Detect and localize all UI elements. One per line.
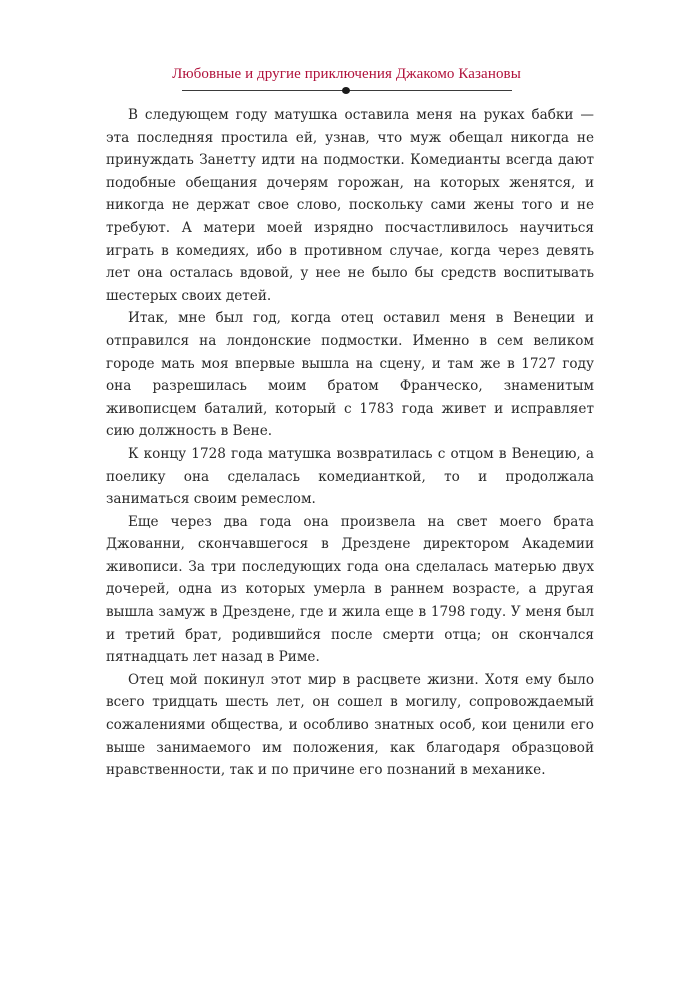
main-text — [106, 104, 594, 782]
running-header-title: Любовные и другие приключения Джакомо Казановы — [172, 66, 521, 82]
paragraph-2: Итак, мне был год, когда отец оставил меня в Венеции и отправился на лондонские подмостки. Именно в сем великом городе мать моя впервые вышла на сцену, и там же в 1727 году она разрешилась моим братом Франческо, знаменитым живописцем баталий, который с 1783 года живет и исправляет сию должность в Вене. — [106, 310, 594, 440]
paragraph-3: К концу 1728 года матушка возвратилась с отцом в Венецию, а поелику она сделалась комедианткой, то и продолжала заниматься своим ремеслом. — [106, 445, 594, 508]
paragraph-5: Отец мой покинул этот мир в расцвете жизни. Хотя ему было всего тридцать шесть лет, он сошел в могилу, сопровождаемый сожалениями общества, и особливо знатных особ, кои ценили его выше занимаемого им положения, как благодаря образцовой нравственности, так и по причине его познаний в механике. — [106, 671, 594, 779]
divider-ornament-icon — [342, 87, 350, 94]
paragraph-4: Еще через два года она произвела на свет моего брата Джованни, скончавшегося в Дрездене директором Академии живописи. За три последующих года она сделалась матерью двух дочерей, одна из которых умерла в раннем возрасте, а другая вышла замуж в Дрездене, где и жила еще в 1798 году. У меня был и третий брат, родившийся после смерти отца; он скончался пятнадцать лет назад в Риме. — [106, 513, 594, 666]
paragraph-1: В следующем году матушка оставила меня на руках бабки — эта последняя простила ей, узнав, что муж обещал никогда не принуждать Занетту идти на подмостки. Комедианты всегда дают подобные обещания дочерям горожан, на которых женятся, и никогда не держат свое слово, поскольку сами жены того и не требуют. А матери моей изрядно посчастливилось научиться играть в комедиях, ибо в противном случае, когда через девять лет она осталась вдовой, у нее не было бы средств воспитывать шестерых своих детей. — [106, 107, 594, 304]
